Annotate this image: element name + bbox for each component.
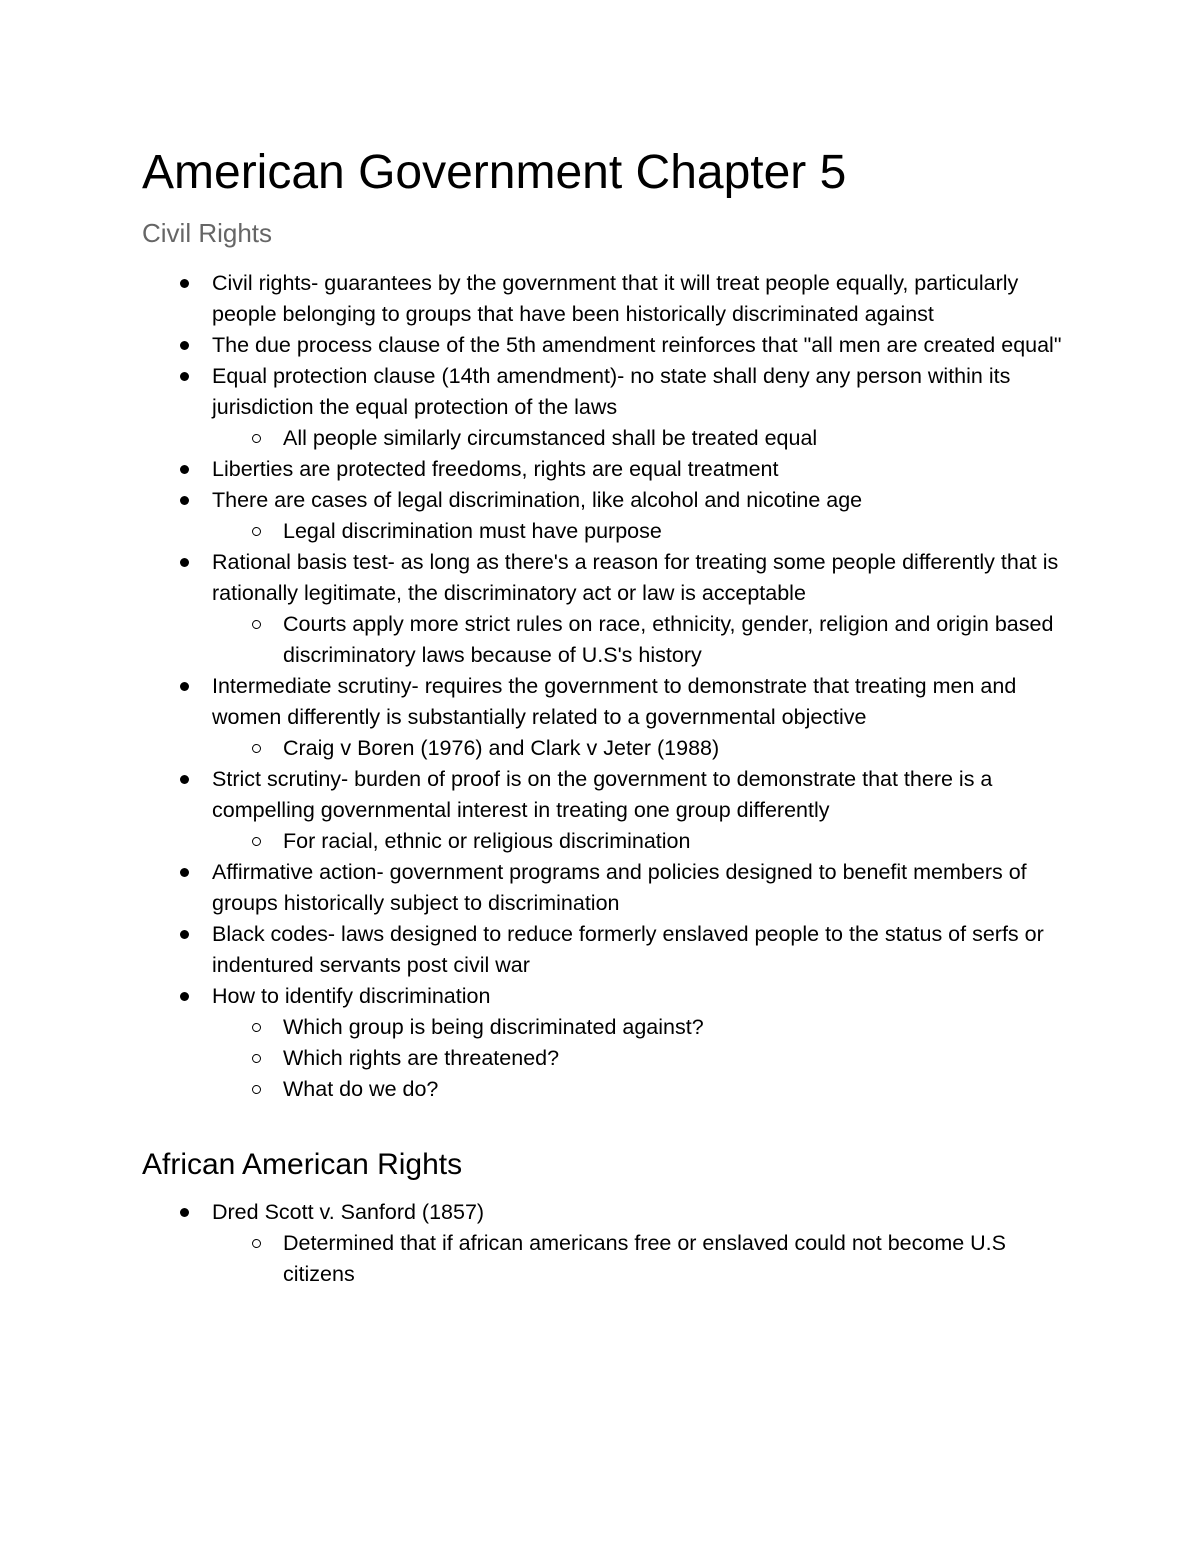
civil-rights-list-cont: [142, 547, 1062, 609]
list-item-text: Liberties are protected freedoms, rights are equal treatment: [212, 457, 779, 481]
sub-list-item: [142, 423, 1062, 454]
sub-list-item-text: Which group is being discriminated against?: [283, 1015, 704, 1039]
sub-list-item: [142, 826, 1062, 857]
bullet-icon: [180, 496, 189, 505]
document-subtitle: Civil Rights: [142, 218, 273, 248]
hollow-bullet-icon: [252, 837, 261, 846]
sub-list: [142, 826, 1062, 857]
civil-rights-list-cont: [142, 764, 1062, 826]
sub-list-item: [142, 516, 1062, 547]
bullet-icon: [180, 279, 189, 288]
list-item: [142, 454, 1062, 485]
bullet-icon: [180, 992, 189, 1001]
sub-list-item-text: Courts apply more strict rules on race, ethnicity, gender, religion and origin based discriminatory laws because of U.S's history: [283, 612, 1054, 667]
sub-list: [142, 1228, 1062, 1290]
sub-list-item: [142, 1012, 1062, 1043]
civil-rights-list-cont: [142, 454, 1062, 516]
sub-list: [142, 733, 1062, 764]
list-item-text: How to identify discrimination: [212, 984, 491, 1008]
list-item: [142, 919, 1062, 981]
bullet-icon: [180, 558, 189, 567]
list-item-text: Affirmative action- government programs and policies designed to benefit members of groups historically subject to discrimination: [212, 860, 1027, 915]
list-item: [142, 981, 1062, 1012]
list-item-text: Dred Scott v. Sanford (1857): [212, 1200, 485, 1224]
sub-list-item-text: Craig v Boren (1976) and Clark v Jeter (1988): [283, 736, 720, 760]
list-item-text: Equal protection clause (14th amendment)- no state shall deny any person within its jurisdiction the equal protection of the laws: [212, 364, 1011, 419]
list-item: [142, 361, 1062, 423]
bullet-icon: [180, 465, 189, 474]
hollow-bullet-icon: [252, 1239, 261, 1248]
sub-list: [142, 1012, 1062, 1105]
document-title: American Government Chapter 5: [142, 146, 847, 199]
civil-rights-list-cont: [142, 857, 1062, 1012]
list-item-text: Civil rights- guarantees by the government that it will treat people equally, particularly people belonging to groups that have been historically discriminated against: [212, 271, 1019, 326]
sub-list: [142, 609, 1062, 671]
civil-rights-list: [142, 268, 1062, 423]
section-heading: African American Rights: [142, 1148, 463, 1181]
list-item: [142, 671, 1062, 733]
bullet-icon: [180, 775, 189, 784]
african-american-rights-list: [142, 1197, 1062, 1228]
bullet-icon: [180, 930, 189, 939]
list-item-text: The due process clause of the 5th amendment reinforces that "all men are created equal": [212, 333, 1062, 357]
sub-list-item-text: For racial, ethnic or religious discrimination: [283, 829, 691, 853]
sub-list-item: [142, 1228, 1062, 1290]
hollow-bullet-icon: [252, 744, 261, 753]
list-item-text: Rational basis test- as long as there's a reason for treating some people differently that is rationally legitimate, the discriminatory act or law is acceptable: [212, 550, 1059, 605]
hollow-bullet-icon: [252, 527, 261, 536]
list-item-text: Black codes- laws designed to reduce formerly enslaved people to the status of serfs or indentured servants post civil war: [212, 922, 1044, 977]
bullet-icon: [180, 682, 189, 691]
sub-list-item-text: Legal discrimination must have purpose: [283, 519, 662, 543]
sub-list-item: [142, 1074, 1062, 1105]
hollow-bullet-icon: [252, 434, 261, 443]
sub-list-item: [142, 733, 1062, 764]
sub-list-item: [142, 1043, 1062, 1074]
bullet-icon: [180, 372, 189, 381]
bullet-icon: [180, 868, 189, 877]
sub-list-item: [142, 609, 1062, 671]
bullet-icon: [180, 341, 189, 350]
list-item: [142, 485, 1062, 516]
list-item: [142, 764, 1062, 826]
sub-list-item-text: Determined that if african americans free or enslaved could not become U.S citizens: [283, 1231, 1007, 1286]
civil-rights-list-cont: [142, 671, 1062, 733]
list-item: [142, 330, 1062, 361]
list-item-text: Intermediate scrutiny- requires the government to demonstrate that treating men and women differently is substantially related to a governmental objective: [212, 674, 1017, 729]
list-item-text: There are cases of legal discrimination, like alcohol and nicotine age: [212, 488, 863, 512]
hollow-bullet-icon: [252, 1023, 261, 1032]
sub-list-item-text: What do we do?: [283, 1077, 439, 1101]
sub-list-item-text: All people similarly circumstanced shall be treated equal: [283, 426, 818, 450]
sub-list: [142, 516, 1062, 547]
list-item: [142, 1197, 1062, 1228]
bullet-icon: [180, 1208, 189, 1217]
list-item: [142, 547, 1062, 609]
list-item: [142, 857, 1062, 919]
sub-list-item-text: Which rights are threatened?: [283, 1046, 560, 1070]
hollow-bullet-icon: [252, 1054, 261, 1063]
list-item: [142, 268, 1062, 330]
list-item-text: Strict scrutiny- burden of proof is on the government to demonstrate that there is a compelling governmental interest in treating one group differently: [212, 767, 993, 822]
hollow-bullet-icon: [252, 620, 261, 629]
document-page: [142, 142, 1062, 1290]
sub-list: [142, 423, 1062, 454]
hollow-bullet-icon: [252, 1085, 261, 1094]
